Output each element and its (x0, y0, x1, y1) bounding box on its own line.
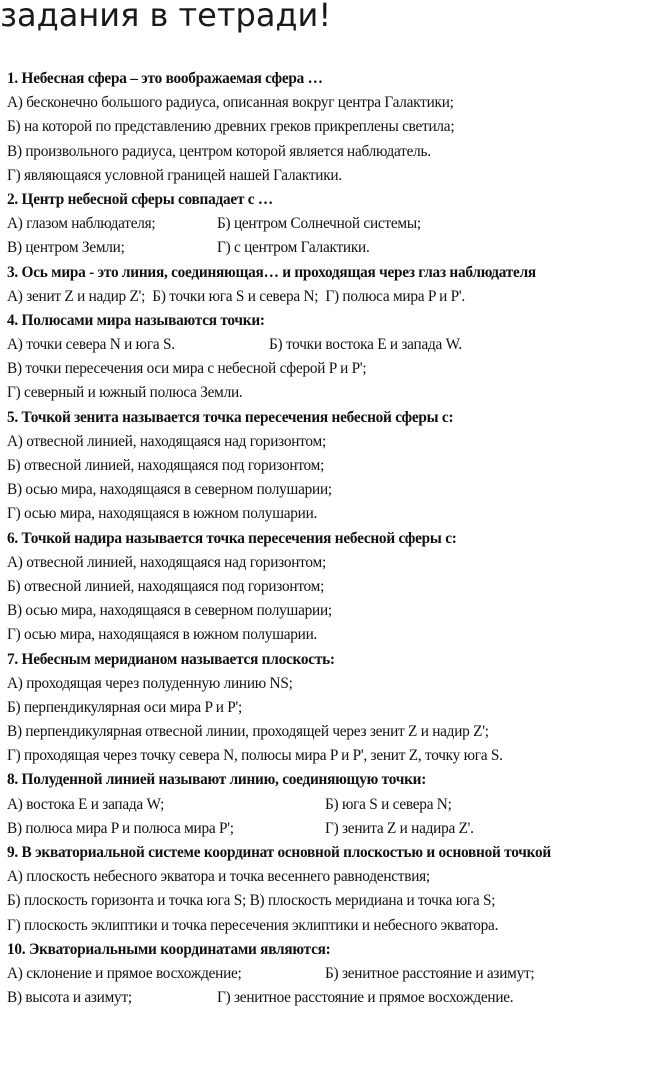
answer-option: Г) северный и южный полюса Земли. (7, 384, 243, 402)
answer-option: А) отвесной линией, находящаяся над горизонтом; (7, 553, 326, 571)
question-title: 7. Небесным меридианом называется плоскость: (7, 650, 335, 668)
answer-option: Б) отвесной линией, находящаяся под горизонтом; (7, 457, 325, 474)
answer-row (7, 285, 650, 309)
answer-option: А) бесконечно большого радиуса, описанная вокруг центра Галактики; (7, 94, 454, 112)
answer-option: Г) с центром Галактики. (217, 239, 370, 257)
question-title: 1. Небесная сфера – это воображаемая сфера … (7, 70, 323, 87)
answer-option: А) проходящая через полуденную линию NS; (7, 674, 293, 692)
answer-option: Б) зенитное расстояние и азимут; (325, 964, 535, 982)
answer-option: Б) плоскость горизонта и точка юга S; (7, 892, 247, 910)
answer-option: Б) на которой по представлению древних греков прикреплены светила; (7, 118, 455, 136)
answer-option: Г) осью мира, находящаяся в южном полушарии. (7, 626, 318, 644)
answer-option: В) плоскость меридиана и точка юга S; (249, 892, 496, 910)
answer-row (7, 986, 650, 1010)
answer-option: Г) проходящая через точку севера N, полюсы мира P и P', зенит Z, точку юга S. (7, 747, 503, 765)
page-heading: задания в тетради! (0, 0, 332, 34)
answer-option: А) зенит Z и надир Z'; (7, 287, 146, 305)
answer-option: В) центром Земли; (7, 239, 125, 257)
question-title: 8. Полуденной линией называют линию, соединяющую точки: (7, 771, 427, 789)
answer-option: Г) осью мира, находящаяся в южном полушарии. (7, 505, 318, 523)
question-title: 10. Экваториальными координатами являются: (7, 940, 331, 958)
answer-option: Г) являющаяся условной границей нашей Галактики. (7, 166, 342, 184)
answer-row (7, 793, 650, 817)
answer-row (7, 889, 650, 913)
answer-option: Б) точки юга S и севера N; (152, 287, 319, 305)
answer-option: А) отвесной линией, находящаяся над горизонтом; (7, 432, 326, 450)
answer-option: В) полюса мира P и полюса мира P'; (7, 819, 234, 837)
answer-row (7, 333, 650, 357)
question-title: 5. Точкой зенита называется точка пересечения небесной сферы с: (7, 408, 454, 426)
question-title: 4. Полюсами мира называются точки: (7, 311, 265, 329)
answer-option: Г) плоскость эклиптики и точка пересечения эклиптики и небесного экватора. (7, 916, 499, 934)
answer-row (7, 236, 650, 260)
answer-option: А) востока E и запада W; (7, 795, 165, 813)
answer-option: В) осью мира, находящаяся в северном полушарии; (7, 602, 332, 620)
answer-option: А) склонение и прямое восхождение; (7, 964, 242, 982)
answer-option: В) произвольного радиуса, центром которой является наблюдатель. (7, 142, 431, 160)
question-title: 3. Ось мира - это линия, соединяющая… и проходящая через глаз наблюдателя (7, 263, 536, 281)
answer-option: Б) перпендикулярная оси мира P и P'; (7, 698, 243, 716)
answer-option: А) плоскость небесного экватора и точка весеннего равноденствия; (7, 868, 430, 886)
answer-option: В) точки пересечения оси мира с небесной сферой P и P'; (7, 360, 367, 378)
answer-option: Б) юга S и севера N; (325, 795, 452, 813)
quiz-content (7, 67, 650, 1010)
question-title: 6. Точкой надира называется точка пересечения небесной сферы с: (7, 529, 457, 547)
answer-option: Г) полюса мира P и P'. (325, 287, 465, 305)
question-title: 9. В экваториальной системе координат основной плоскостью и основной точкой (7, 844, 551, 861)
answer-option: А) глазом наблюдателя; (7, 215, 156, 233)
answer-option: В) высота и азимут; (7, 989, 132, 1007)
answer-option: А) точки севера N и юга S. (7, 336, 175, 354)
answer-row (7, 817, 650, 841)
answer-option: В) перпендикулярная отвесной линии, проходящей через зенит Z и надир Z'; (7, 723, 489, 741)
answer-option: Г) зенитное расстояние и прямое восхождение. (217, 989, 514, 1007)
answer-option: В) осью мира, находящаяся в северном полушарии; (7, 481, 332, 499)
question-title: 2. Центр небесной сферы совпадает с … (7, 190, 273, 208)
answer-option: Б) центром Солнечной системы; (217, 215, 421, 233)
answer-option: Б) отвесной линией, находящаяся под горизонтом; (7, 577, 325, 595)
answer-option: Б) точки востока E и запада W. (269, 336, 462, 354)
answer-option: Г) зенита Z и надира Z'. (325, 819, 474, 837)
answer-row (7, 962, 650, 986)
answer-row (7, 212, 650, 236)
